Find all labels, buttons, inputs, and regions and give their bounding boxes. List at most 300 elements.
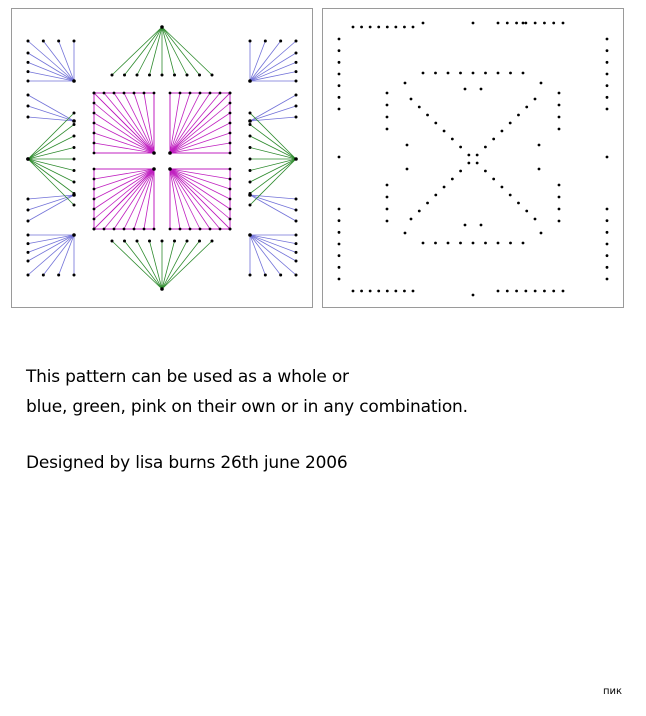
hole-dot <box>93 208 96 211</box>
hole-dot <box>404 232 407 235</box>
hole-dot <box>133 92 136 95</box>
hole-dot <box>497 72 500 75</box>
hole-dot <box>93 122 96 125</box>
hub-dot <box>248 119 252 123</box>
hole-dot <box>422 72 425 75</box>
hole-dot <box>558 128 561 131</box>
blue-fan <box>28 235 74 261</box>
hole-dot <box>524 290 527 293</box>
hole-dot <box>434 194 437 197</box>
hole-dot <box>295 61 298 64</box>
hole-dot <box>459 170 462 173</box>
hole-dot <box>153 228 156 231</box>
hole-dot <box>386 116 389 119</box>
hole-dot <box>426 202 429 205</box>
green-fan <box>250 159 296 171</box>
pink-stitch <box>170 133 230 153</box>
hole-dot <box>434 122 437 125</box>
green-fan <box>162 241 200 289</box>
hole-dot <box>606 156 609 159</box>
hole-dot <box>295 52 298 55</box>
hole-dot <box>338 208 341 211</box>
hole-dot <box>338 61 341 64</box>
hole-dot <box>606 96 609 99</box>
hole-dot <box>538 144 541 147</box>
hole-dot <box>93 178 96 181</box>
hole-dot <box>229 102 232 105</box>
hole-dot <box>418 210 421 213</box>
pink-stitch <box>114 169 154 229</box>
hole-dot <box>386 104 389 107</box>
hole-dot <box>352 290 355 293</box>
green-fan <box>250 159 296 194</box>
blue-fan <box>28 53 74 81</box>
hub-dot <box>248 79 252 83</box>
hole-dot <box>198 74 201 77</box>
hole-dot <box>418 106 421 109</box>
hole-dot <box>279 274 282 277</box>
hole-dot <box>173 240 176 243</box>
hole-dot <box>543 22 546 25</box>
hole-dot <box>509 242 512 245</box>
hole-dot <box>295 198 298 201</box>
hole-dot <box>338 231 341 234</box>
hole-dot <box>501 186 504 189</box>
hole-dot <box>338 73 341 76</box>
hole-dot <box>459 72 462 75</box>
green-fan <box>28 159 74 194</box>
hole-dot <box>173 74 176 77</box>
green-fan <box>137 27 162 75</box>
hole-dot <box>295 274 298 277</box>
hub-dot <box>72 79 76 83</box>
green-fan <box>150 241 163 289</box>
hub-dot <box>72 233 76 237</box>
hole-dot <box>394 290 397 293</box>
hole-dot <box>394 26 397 29</box>
hub-dot <box>168 151 172 155</box>
hole-dot <box>606 254 609 257</box>
hole-dot <box>27 242 30 245</box>
hole-dot <box>459 146 462 149</box>
hole-dot <box>558 208 561 211</box>
hole-dot <box>73 181 76 184</box>
pink-stitch <box>170 93 190 153</box>
hole-dot <box>606 243 609 246</box>
hole-dot <box>27 209 30 212</box>
green-fan <box>162 27 187 75</box>
hole-dot <box>497 242 500 245</box>
hole-dot <box>534 98 537 101</box>
hole-dot <box>386 128 389 131</box>
blue-fan <box>250 41 296 81</box>
pink-stitch <box>170 103 230 153</box>
hole-dot <box>161 74 164 77</box>
hole-dot <box>606 208 609 211</box>
hole-dot <box>606 231 609 234</box>
hole-dot <box>27 61 30 64</box>
blue-fan <box>250 235 296 275</box>
hole-dot <box>295 251 298 254</box>
hole-dot <box>229 122 232 125</box>
hole-dot <box>295 242 298 245</box>
green-fan <box>250 136 296 159</box>
hole-dot <box>27 251 30 254</box>
hole-dot <box>472 72 475 75</box>
hole-dot <box>249 158 252 161</box>
designer-credit: Designed by lisa burns 26th june 2006 <box>26 453 348 473</box>
hole-dot <box>229 188 232 191</box>
hole-dot <box>249 40 252 43</box>
hole-dot <box>506 22 509 25</box>
hole-dot <box>377 290 380 293</box>
hole-dot <box>443 186 446 189</box>
pink-stitch <box>94 133 154 153</box>
hole-dot <box>606 73 609 76</box>
pink-stitch <box>134 169 154 229</box>
hole-dot <box>211 240 214 243</box>
hole-dot <box>113 92 116 95</box>
hole-dot <box>27 105 30 108</box>
pink-stitch <box>170 169 190 229</box>
green-fan <box>112 27 162 75</box>
hole-dot <box>472 242 475 245</box>
hole-dot <box>467 162 470 165</box>
green-fan <box>250 159 296 182</box>
hole-dot <box>422 242 425 245</box>
hole-dot <box>480 224 483 227</box>
hole-dot <box>189 228 192 231</box>
hole-dot <box>229 132 232 135</box>
hole-dot <box>522 72 525 75</box>
hole-dot <box>249 169 252 172</box>
hole-dot <box>476 154 479 157</box>
hole-dot <box>540 232 543 235</box>
hole-dot <box>295 80 298 83</box>
hub-dot <box>160 25 164 29</box>
blue-fan <box>250 53 296 81</box>
hub-dot <box>26 157 30 161</box>
hole-dot <box>538 168 541 171</box>
hole-dot <box>169 92 172 95</box>
hole-dot <box>562 290 565 293</box>
hole-dot <box>186 240 189 243</box>
hole-dot <box>93 168 96 171</box>
hole-dot <box>472 22 475 25</box>
hole-dot <box>73 204 76 207</box>
pink-stitch <box>104 93 154 153</box>
hole-dot <box>543 290 546 293</box>
hole-dot <box>229 178 232 181</box>
hole-dot <box>338 49 341 52</box>
hole-dot <box>404 82 407 85</box>
hole-dot <box>558 196 561 199</box>
green-fan <box>162 27 212 75</box>
description-line-2: blue, green, pink on their own or in any combination. <box>26 397 468 417</box>
blue-fan <box>250 235 265 275</box>
hole-dot <box>148 74 151 77</box>
hole-dot <box>606 84 609 87</box>
hole-dot <box>229 228 232 231</box>
hole-dot <box>249 192 252 195</box>
hole-dot <box>506 290 509 293</box>
green-fan <box>162 241 187 289</box>
hole-dot <box>338 38 341 41</box>
hole-dot <box>249 204 252 207</box>
hole-dot <box>534 290 537 293</box>
hole-dot <box>492 138 495 141</box>
hole-dot <box>73 169 76 172</box>
hole-dot <box>229 152 232 155</box>
hole-dot <box>219 92 222 95</box>
hole-dot <box>406 144 409 147</box>
hole-dot <box>606 278 609 281</box>
hole-dot <box>558 184 561 187</box>
green-fan <box>28 159 74 171</box>
hole-dot <box>386 92 389 95</box>
hole-dot <box>443 130 446 133</box>
hole-dot <box>123 92 126 95</box>
hole-dot <box>123 240 126 243</box>
hole-dot <box>412 26 415 29</box>
hole-dot <box>386 290 389 293</box>
hole-dot <box>360 290 363 293</box>
hole-dot <box>229 198 232 201</box>
hole-dot <box>476 162 479 165</box>
hole-dot <box>73 274 76 277</box>
hole-dot <box>386 196 389 199</box>
hole-dot <box>295 116 298 119</box>
description-line-1: This pattern can be used as a whole or <box>26 367 349 387</box>
hole-dot <box>338 266 341 269</box>
hole-dot <box>27 198 30 201</box>
hole-dot <box>148 240 151 243</box>
signature-mark: пик <box>603 686 623 697</box>
hole-dot <box>93 228 96 231</box>
hole-dot <box>552 22 555 25</box>
pink-stitch <box>94 93 154 153</box>
hole-dot <box>484 242 487 245</box>
hole-dot <box>369 26 372 29</box>
green-fan <box>162 27 175 75</box>
green-fan <box>162 241 175 289</box>
hole-dot <box>295 94 298 97</box>
hole-dot <box>93 188 96 191</box>
hole-dot <box>534 22 537 25</box>
hole-dot <box>229 142 232 145</box>
hole-dot <box>93 132 96 135</box>
hole-dot <box>229 218 232 221</box>
hole-dot <box>189 92 192 95</box>
hole-dot <box>509 194 512 197</box>
hole-dot <box>73 40 76 43</box>
hole-dot <box>369 290 372 293</box>
hole-dot <box>338 96 341 99</box>
hole-dot <box>123 228 126 231</box>
hole-dot <box>295 220 298 223</box>
hole-dot <box>410 218 413 221</box>
blue-fan <box>28 41 74 81</box>
blue-fan <box>250 235 296 261</box>
hole-dot <box>497 22 500 25</box>
hole-dot <box>103 228 106 231</box>
hole-dot <box>113 228 116 231</box>
hole-dot <box>501 130 504 133</box>
hole-dot <box>73 112 76 115</box>
pink-stitch <box>170 93 230 153</box>
hole-dot <box>136 240 139 243</box>
hole-dot <box>161 240 164 243</box>
hole-dot <box>558 220 561 223</box>
hole-dot <box>558 116 561 119</box>
hole-dot <box>123 74 126 77</box>
hole-dot <box>606 38 609 41</box>
hole-dot <box>111 74 114 77</box>
hole-dot <box>360 26 363 29</box>
hole-dot <box>27 40 30 43</box>
hole-dot <box>229 92 232 95</box>
hole-dot <box>406 168 409 171</box>
hub-dot <box>72 119 76 123</box>
hole-dot <box>153 92 156 95</box>
hole-dot <box>558 104 561 107</box>
hole-dot <box>352 26 355 29</box>
hole-dot <box>93 92 96 95</box>
hole-dot <box>606 61 609 64</box>
green-fan <box>137 241 162 289</box>
pink-stitch <box>170 169 230 219</box>
hole-dot <box>57 40 60 43</box>
hole-pattern-panel <box>322 8 624 308</box>
hole-dot <box>562 22 565 25</box>
hole-dot <box>522 242 525 245</box>
hole-dot <box>451 138 454 141</box>
green-fan <box>28 136 74 159</box>
hole-dot <box>229 112 232 115</box>
hole-dot <box>434 72 437 75</box>
hole-dot <box>386 26 389 29</box>
pink-stitch <box>170 169 230 189</box>
hole-dot <box>464 88 467 91</box>
hole-dot <box>338 243 341 246</box>
green-fan <box>250 125 296 160</box>
hole-dot <box>279 40 282 43</box>
green-fan <box>125 27 163 75</box>
hole-dot <box>73 146 76 149</box>
pink-stitch <box>170 169 210 229</box>
hole-dot <box>515 290 518 293</box>
hole-dot <box>403 290 406 293</box>
hub-dot <box>152 167 156 171</box>
hole-dot <box>93 112 96 115</box>
hole-dot <box>447 242 450 245</box>
hole-dot <box>492 178 495 181</box>
hole-dot <box>552 290 555 293</box>
hole-dot <box>27 274 30 277</box>
hole-dot <box>249 274 252 277</box>
hole-dot <box>447 72 450 75</box>
pink-stitch <box>170 113 230 153</box>
hole-dot <box>93 142 96 145</box>
hole-dot <box>422 22 425 25</box>
hole-dot <box>606 219 609 222</box>
pink-stitch <box>104 169 154 229</box>
hole-dot <box>249 135 252 138</box>
hole-dot <box>484 170 487 173</box>
pink-stitch <box>170 93 210 153</box>
hole-dot <box>93 218 96 221</box>
pink-stitch <box>94 169 154 189</box>
blue-fan <box>59 235 74 275</box>
hole-dot <box>540 82 543 85</box>
hole-dot <box>73 158 76 161</box>
green-fan <box>250 148 296 160</box>
hole-dot <box>73 135 76 138</box>
green-fan <box>162 27 200 75</box>
hole-dot <box>211 74 214 77</box>
pink-stitch <box>170 169 220 229</box>
blue-fan <box>28 235 74 275</box>
hole-dot <box>264 40 267 43</box>
hole-dot <box>412 290 415 293</box>
hole-dot <box>295 40 298 43</box>
hole-dot <box>295 209 298 212</box>
hole-dot <box>143 92 146 95</box>
colored-stitch-diagram <box>12 9 312 307</box>
pink-stitch <box>94 169 154 229</box>
hole-dot <box>249 112 252 115</box>
hole-dot <box>386 208 389 211</box>
hole-dot <box>338 108 341 111</box>
hole-dot <box>338 254 341 257</box>
hole-dot <box>249 123 252 126</box>
pink-stitch <box>94 169 154 219</box>
hole-dot <box>199 92 202 95</box>
hole-dot <box>467 154 470 157</box>
hole-dot <box>169 228 172 231</box>
hole-dot <box>522 22 525 25</box>
hole-dot <box>198 240 201 243</box>
green-fan <box>28 125 74 160</box>
hole-dot <box>434 242 437 245</box>
hole-dot <box>27 70 30 73</box>
hole-dot <box>525 210 528 213</box>
green-fan <box>28 159 74 182</box>
hole-dot <box>484 146 487 149</box>
pink-stitch <box>94 169 154 209</box>
hole-dot <box>386 184 389 187</box>
hole-dot <box>249 181 252 184</box>
hole-dot <box>517 114 520 117</box>
hole-dot <box>264 274 267 277</box>
pink-stitch <box>170 169 230 209</box>
hole-dot <box>295 105 298 108</box>
hole-dot <box>27 234 30 237</box>
hole-dot <box>606 108 609 111</box>
pink-stitch <box>170 93 220 153</box>
hub-dot <box>248 233 252 237</box>
hole-dot <box>464 224 467 227</box>
hole-dot <box>57 274 60 277</box>
hole-dot <box>249 146 252 149</box>
hole-dot <box>484 72 487 75</box>
hole-dot <box>93 152 96 155</box>
hole-dot <box>42 40 45 43</box>
hole-dot <box>209 92 212 95</box>
hub-dot <box>160 287 164 291</box>
hole-dot <box>338 278 341 281</box>
hole-dot <box>524 22 527 25</box>
